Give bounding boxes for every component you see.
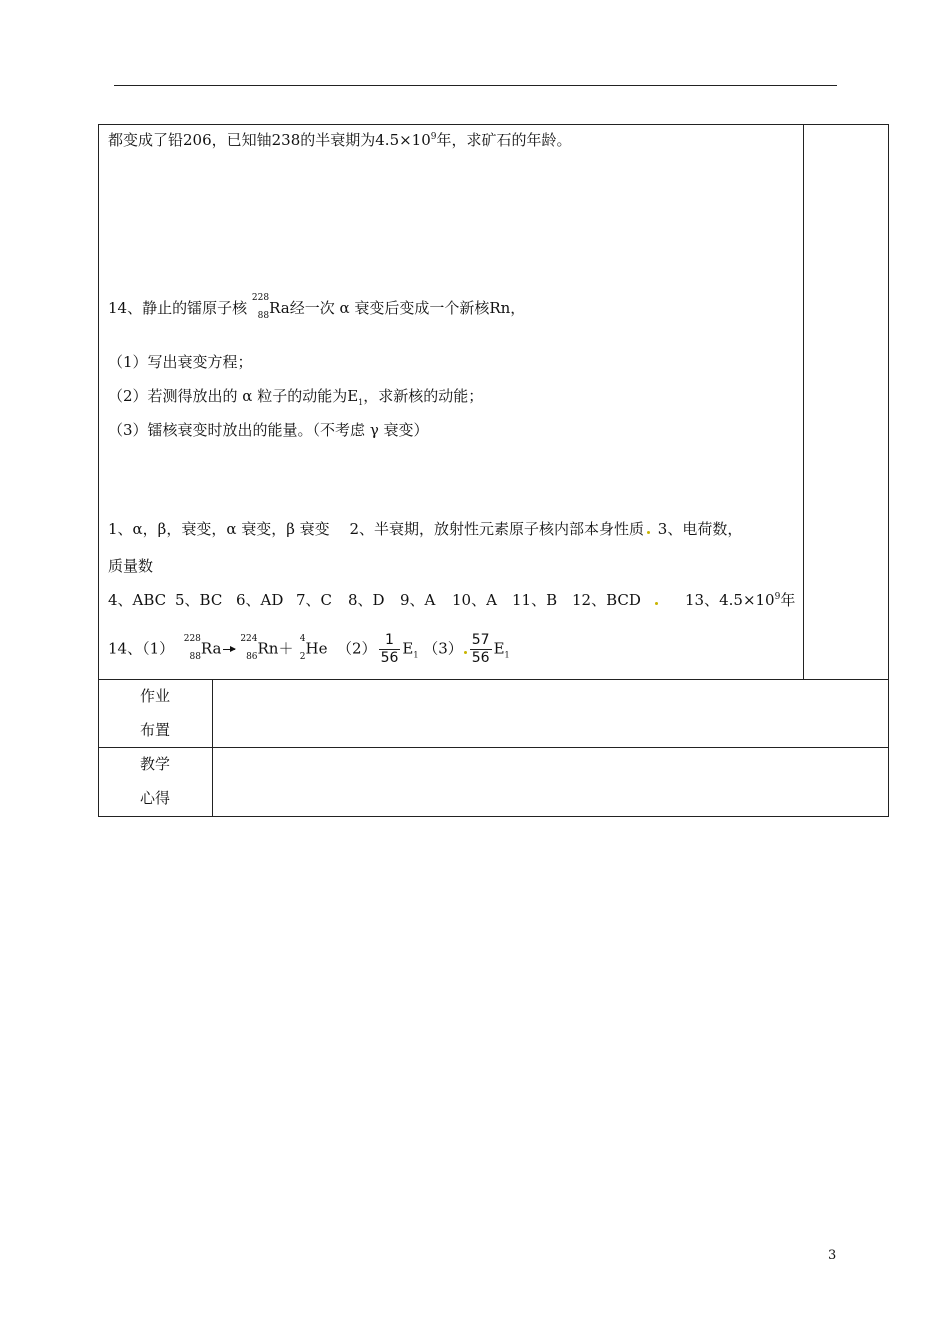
homework-label: 作业 布置	[139, 687, 170, 739]
answer-11: 11、B	[512, 591, 558, 609]
arrow-icon	[223, 649, 235, 650]
answers-line-1: 1、α，β，衰变，α 衰变，β 衰变 2、半衰期，放射性元素原子核内部本身性质 3、电荷数，	[108, 520, 743, 538]
problem-14-q3: （3）镭核衰变时放出的能量。（不考虑 γ 衰变）	[108, 421, 429, 439]
answer-7: 7、C	[296, 591, 333, 609]
problem-14-stem: 14、静止的镭原子核 228 88 Ra经一次 α 衰变后变成一个新核Rn，	[108, 293, 526, 321]
page-number: 3	[828, 1248, 837, 1263]
answers-line-2: 质量数	[108, 557, 154, 575]
reflection-label: 教学 心得	[139, 755, 170, 807]
ra-isotope: 228 88	[183, 633, 201, 662]
answer-13: 13、$4.5\times 10^9$年	[685, 591, 796, 609]
answer-9: 9、A	[400, 591, 436, 609]
problem-13-text: 都变成了铅206，已知铀238的半衰期为$4.5\times 10^9$年，求矿石的年龄。	[108, 131, 572, 149]
table-row-divider-1	[98, 679, 889, 680]
radium-isotope: 228 88	[251, 293, 270, 321]
lesson-table	[98, 124, 889, 817]
mark-dot	[647, 531, 650, 534]
answer-4: 4、ABC	[108, 591, 167, 609]
table-row-divider-2	[98, 747, 889, 748]
fraction-1-56: $\frac{1}{56}$	[380, 632, 399, 666]
answer-14: 14、（1） 228 88 Ra 224 86 Rn＋ 4 2 He （2） $\frac{1}{56}$ $E_1$ （3） $\frac{57}{56}$ $E_1$	[108, 632, 510, 666]
answer-6: 6、AD	[236, 591, 284, 609]
answer-10: 10、A	[452, 591, 497, 609]
answers-line-3	[108, 590, 166, 610]
mark-dot-3	[464, 651, 467, 654]
table-divider-right	[803, 124, 804, 680]
answer-5: 5、BC	[175, 591, 223, 609]
problem-14-q1: （1）写出衰变方程；	[108, 353, 253, 371]
rn-isotope: 224 86	[240, 633, 258, 662]
problem-14-q2: （2）若测得放出的 α 粒子的动能为$E_1$，求新核的动能；	[108, 387, 484, 407]
fraction-57-56: $\frac{57}{56}$	[471, 632, 490, 666]
mark-dot-2	[652, 590, 661, 610]
he-isotope: 4 2	[299, 633, 306, 662]
answer-12: 12、BCD	[572, 591, 641, 609]
answer-8: 8、D	[348, 591, 385, 609]
header-rule	[114, 85, 837, 86]
table-label-divider	[212, 679, 213, 817]
